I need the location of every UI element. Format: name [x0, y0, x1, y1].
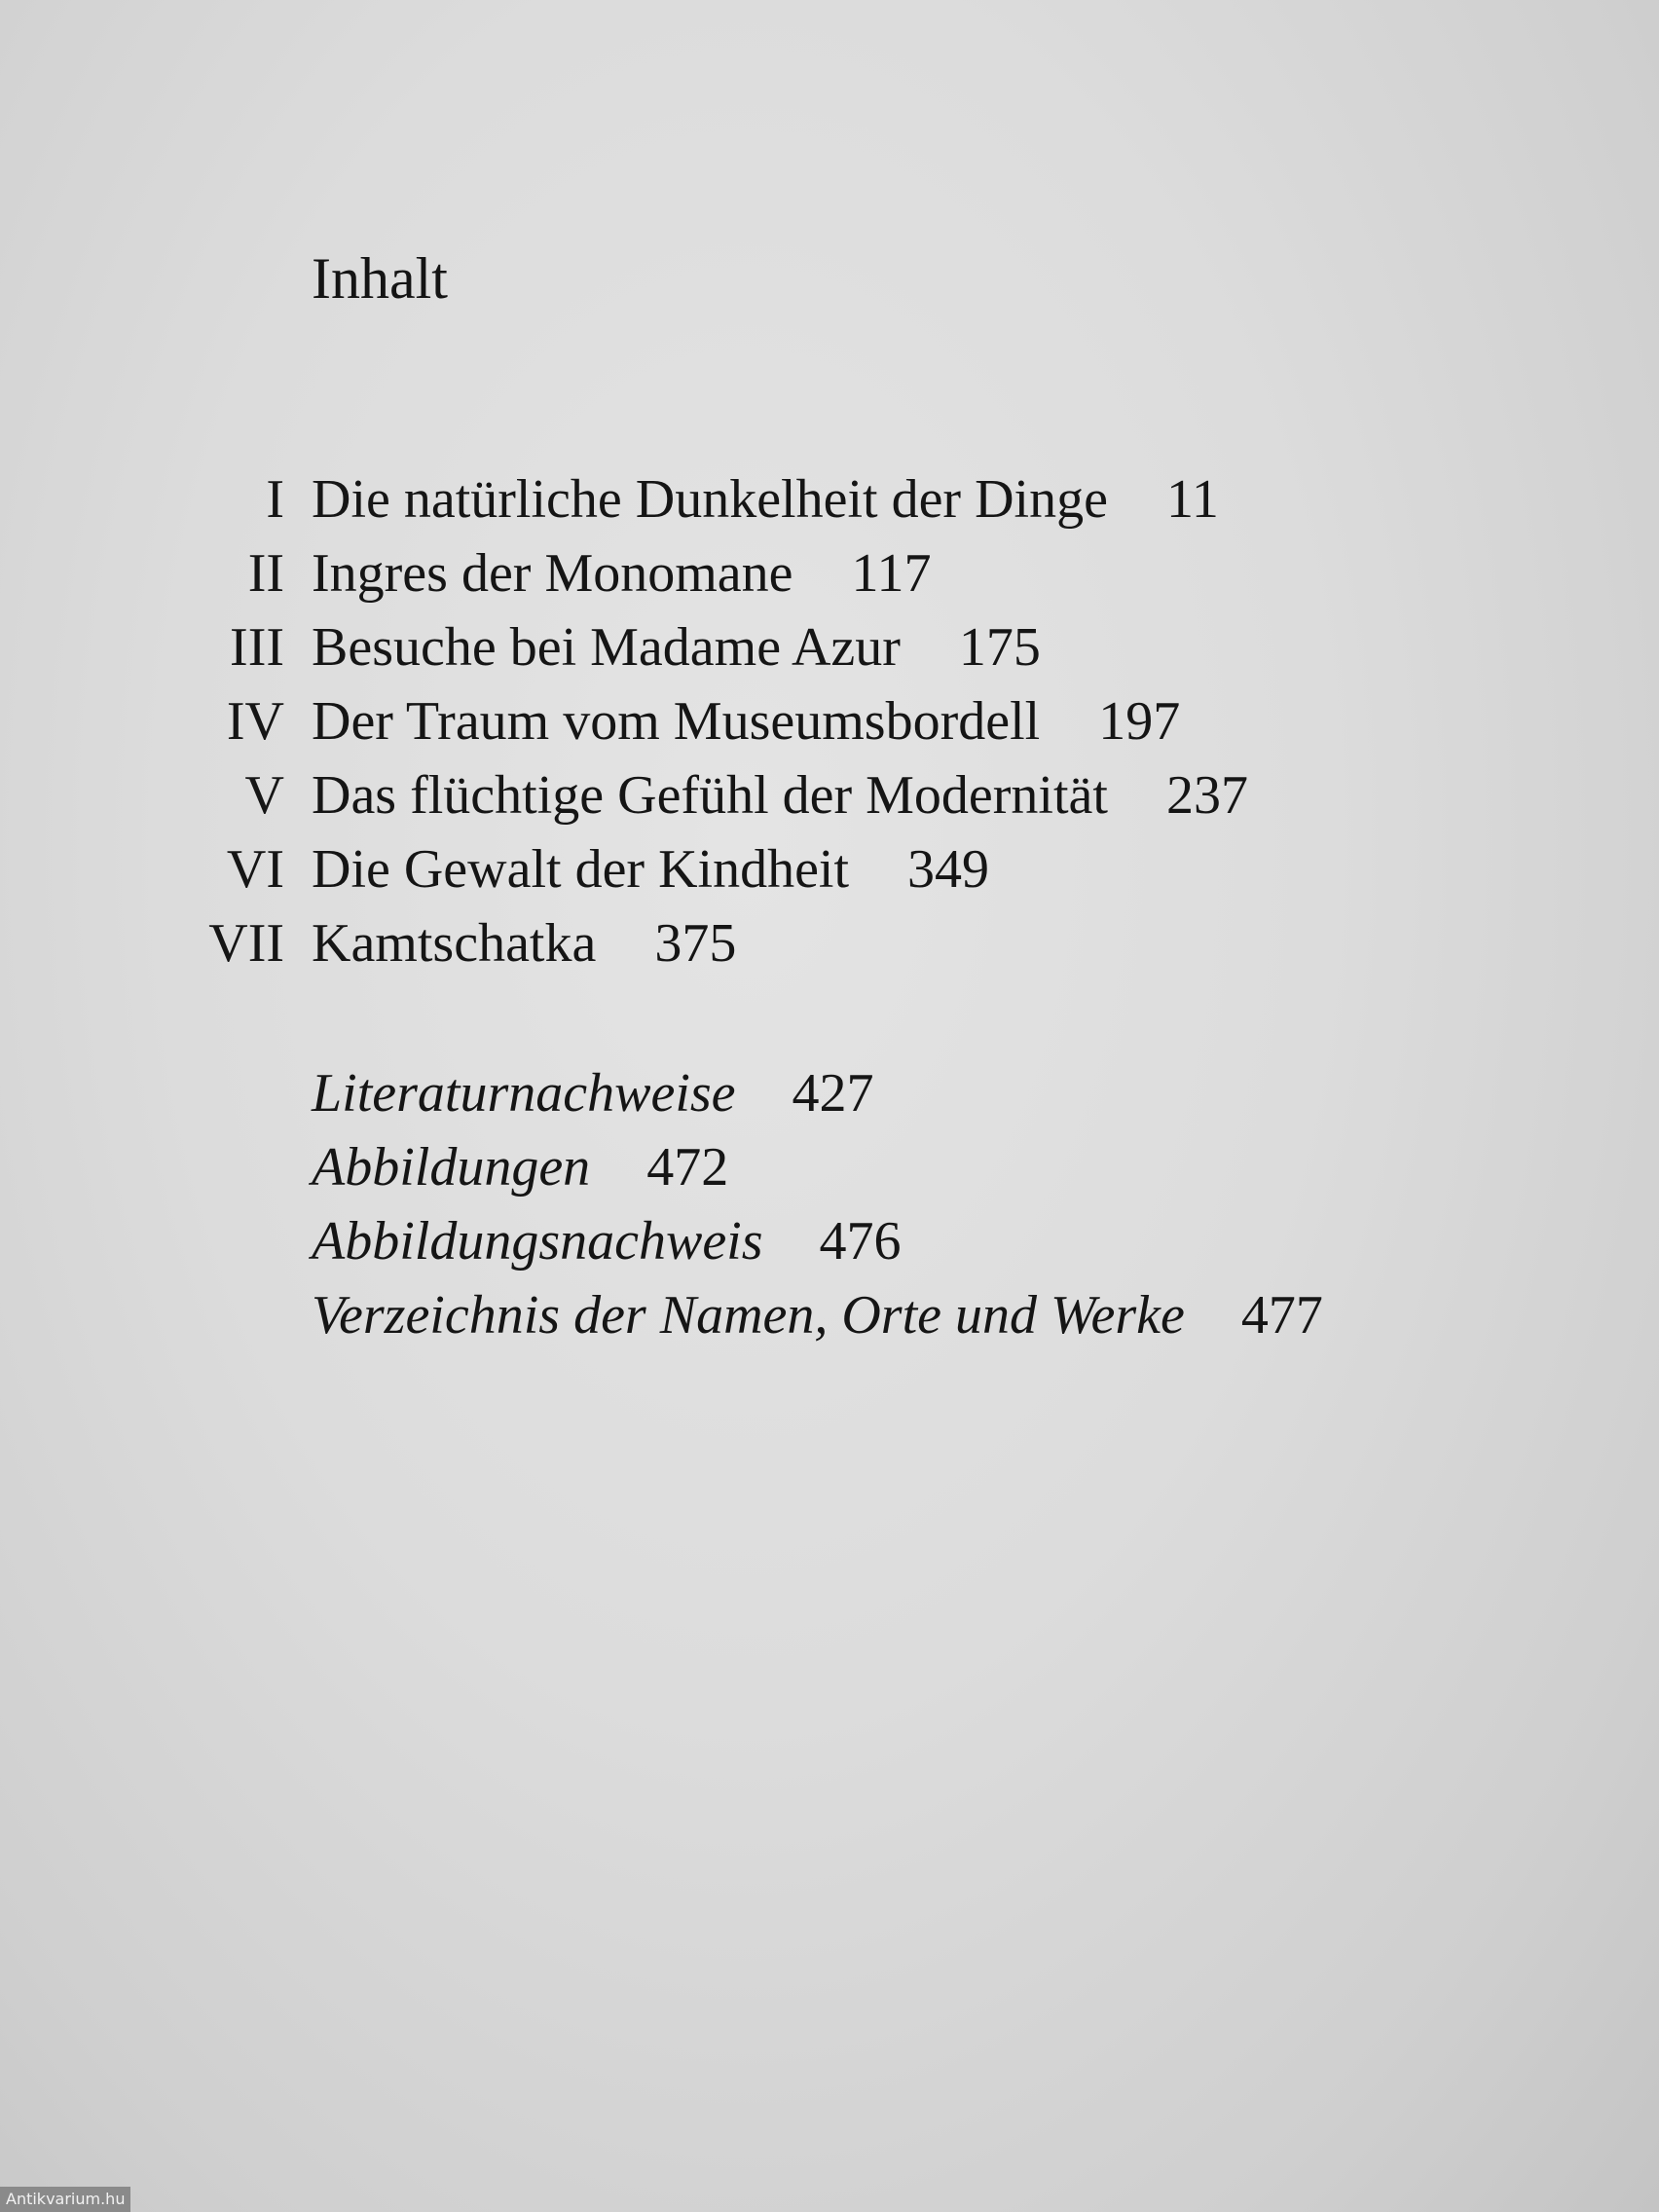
chapter-numeral: II [247, 543, 284, 604]
chapter-title: Die Gewalt der Kindheit [312, 839, 850, 900]
appendix-page: 427 [792, 1063, 874, 1124]
appendix-entry [312, 1278, 1323, 1352]
chapter-title: Die natürliche Dunkelheit der Dinge [312, 469, 1108, 530]
chapter-list [0, 462, 1659, 980]
chapter-page: 349 [907, 839, 990, 900]
chapter-title: Das flüchtige Gefühl der Modernität [312, 765, 1108, 826]
chapter-title: Kamtschatka [312, 913, 597, 974]
chapter-title: Ingres der Monomane [312, 543, 793, 604]
chapter-page: 117 [851, 543, 932, 604]
appendix-page: 476 [819, 1211, 902, 1272]
appendix-title: Abbildungen [312, 1137, 591, 1198]
appendix-page: 472 [646, 1137, 729, 1198]
chapter-page: 375 [654, 913, 737, 974]
chapter-page: 11 [1165, 469, 1219, 530]
appendix-list [312, 1056, 1323, 1352]
chapter-numeral: IV [226, 691, 284, 752]
toc-entry [0, 832, 1659, 906]
chapter-numeral: I [266, 469, 284, 530]
chapter-title: Der Traum vom Museumsbordell [312, 691, 1041, 752]
chapter-page: 197 [1098, 691, 1181, 752]
page-title: Inhalt [312, 246, 448, 311]
chapter-numeral: III [230, 617, 284, 678]
chapter-numeral: V [244, 765, 284, 826]
toc-entry [0, 684, 1659, 758]
chapter-page: 175 [958, 617, 1041, 678]
chapter-title: Besuche bei Madame Azur [312, 617, 901, 678]
appendix-page: 477 [1240, 1285, 1323, 1346]
appendix-entry [312, 1130, 1323, 1204]
watermark: Antikvarium.hu [0, 2187, 130, 2212]
appendix-title: Literaturnachweise [312, 1063, 736, 1124]
toc-entry [0, 462, 1659, 536]
appendix-title: Abbildungsnachweis [312, 1211, 763, 1272]
appendix-title: Verzeichnis der Namen, Orte und Werke [312, 1285, 1185, 1346]
toc-entry [0, 758, 1659, 832]
appendix-entry [312, 1204, 1323, 1278]
chapter-page: 237 [1165, 765, 1248, 826]
chapter-numeral: VI [226, 839, 284, 900]
appendix-entry [312, 1056, 1323, 1130]
toc-entry [0, 610, 1659, 684]
toc-entry [0, 906, 1659, 980]
toc-entry [0, 536, 1659, 610]
chapter-numeral: VII [208, 913, 284, 974]
